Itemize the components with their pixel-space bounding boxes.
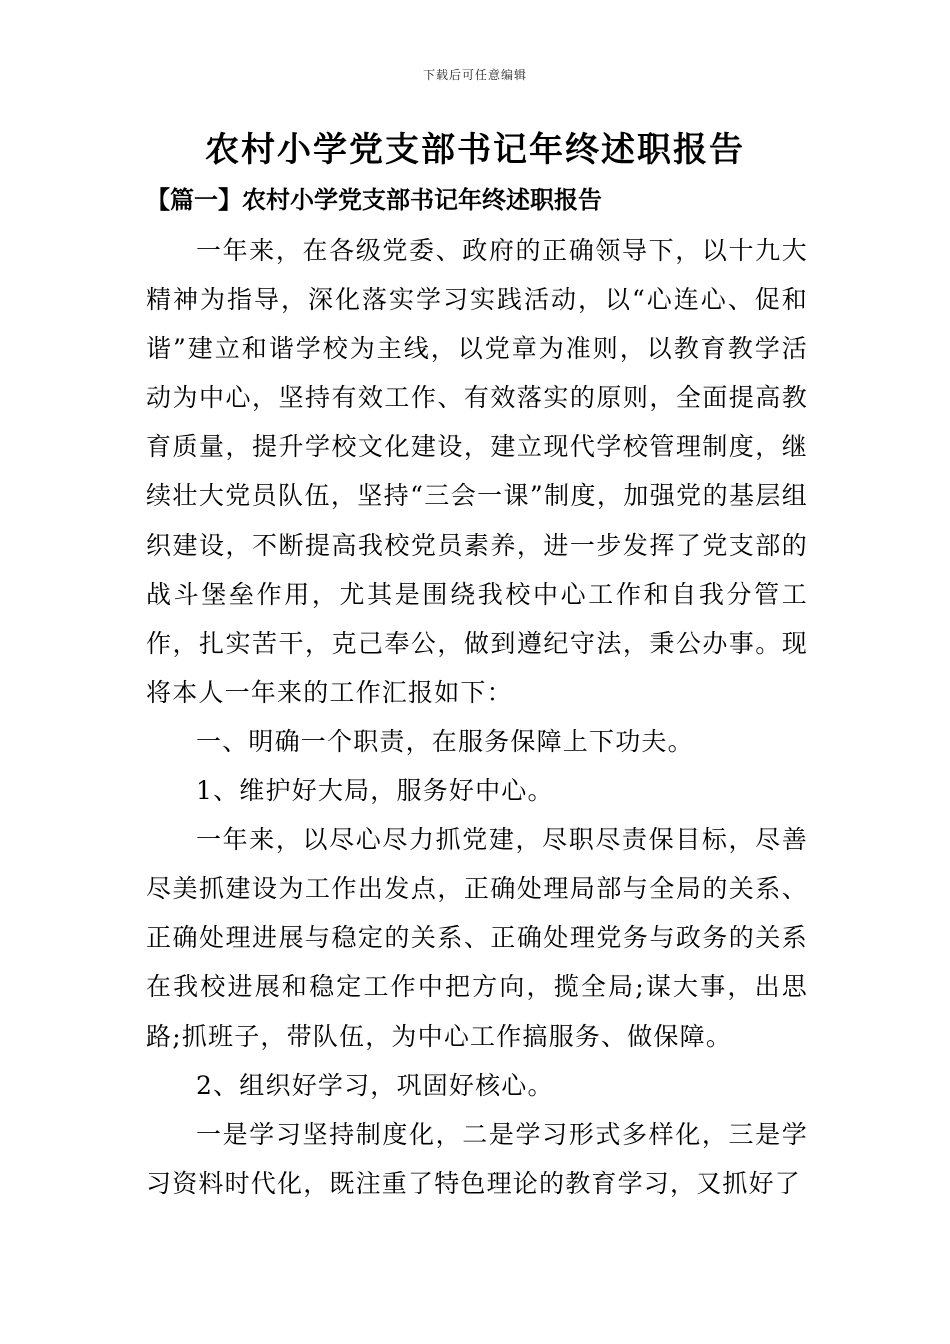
- paragraph-subheading-2: 2、组织好学习，巩固好核心。: [196, 1070, 554, 1100]
- paragraph-body-2: 一是学习坚持制度化，二是学习形式多样化，三是学习资料时代化，既注重了特色理论的教育学习，又抓好了: [146, 1119, 808, 1198]
- document-title: 农村小学党支部书记年终述职报告: [205, 130, 745, 170]
- paragraph-intro: 一年来，在各级党委、政府的正确领导下，以十九大精神为指导，深化落实学习实践活动，以“心连心、促和谐”建立和谐学校为主线，以党章为准则，以教育教学活动为中心，坚持有效工作、有效落实的原则，全面提高教育质量，提升学校文化建设，建立现代学校管理制度，继续壮大党员队伍，坚持“三会一课”制度，加强党的基层组织建设，不断提高我校党员素养，进一步发挥了党支部的战斗堡垒作用，尤其是围绕我校中心工作和自我分管工作，扎实苦干，克己奉公，做到遵纪守法，秉公办事。现将本人一年来的工作汇报如下：: [146, 236, 808, 707]
- body-text: [146, 226, 808, 1208]
- header-note: 下载后可任意编辑: [422, 68, 527, 82]
- paragraph-heading-1: 一、明确一个职责，在服务保障上下功夫。: [196, 726, 694, 756]
- paragraph-subheading-1: 1、维护好大局，服务好中心。: [196, 776, 554, 806]
- section-heading: 【篇一】农村小学党支部书记年终述职报告: [146, 185, 602, 214]
- paragraph-body-1: 一年来，以尽心尽力抓党建，尽职尽责保目标，尽善尽美抓建设为工作出发点，正确处理局部与全局的关系、正确处理进展与稳定的关系、正确处理党务与政务的关系在我校进展和稳定工作中把方向，揽全局;谋大事，出思路;抓班子，带队伍，为中心工作搞服务、做保障。: [146, 825, 808, 1051]
